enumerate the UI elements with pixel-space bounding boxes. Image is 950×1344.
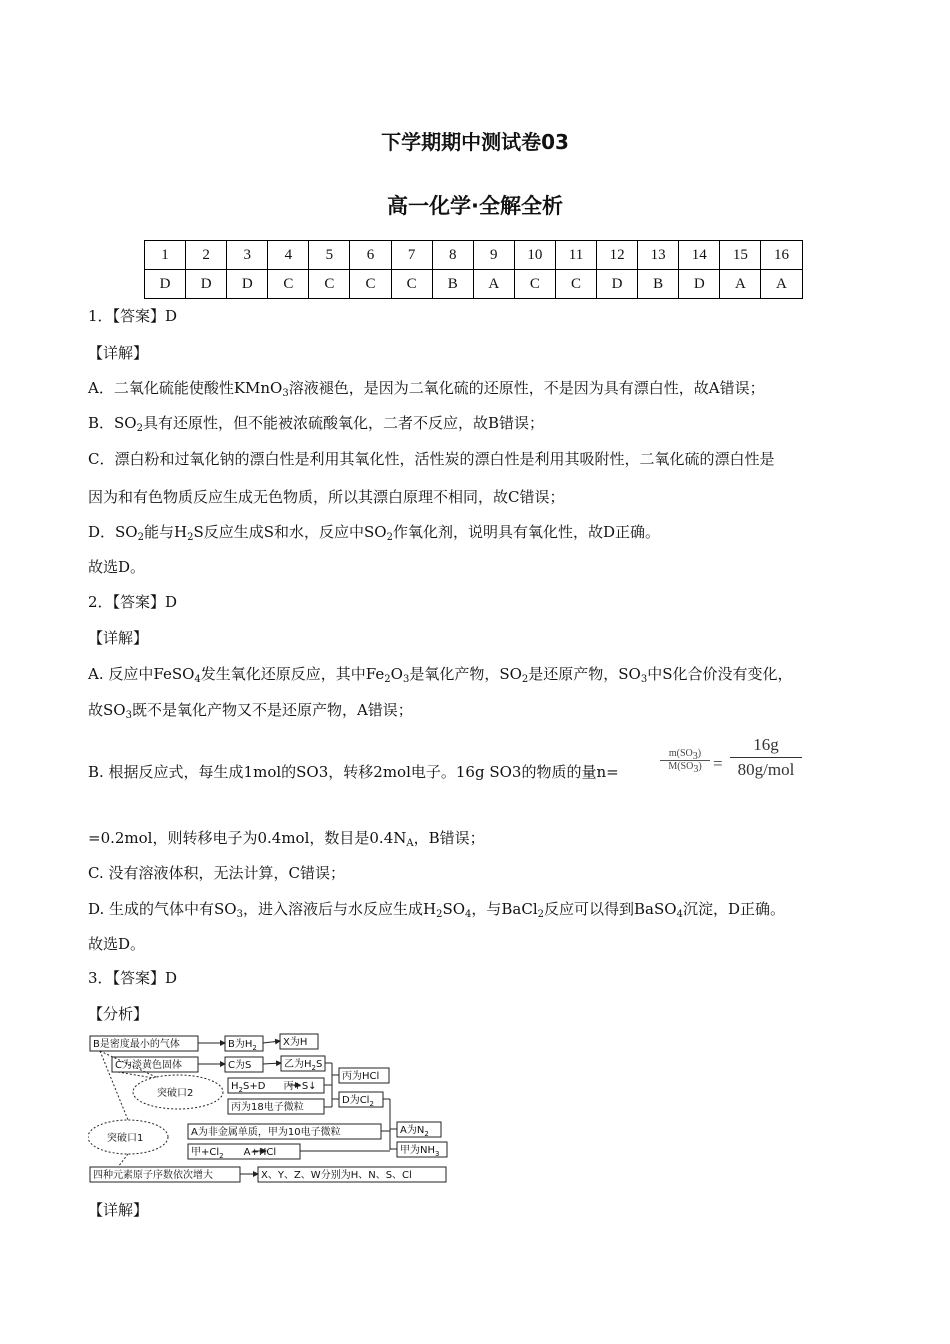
subscript: 3 xyxy=(402,674,410,685)
q3-detail-heading: 【详解】 xyxy=(88,1201,149,1219)
answer-cell: D xyxy=(597,270,638,299)
question-number-cell: 9 xyxy=(473,241,514,270)
subscript: 2 xyxy=(521,674,529,685)
answer-table-answer-row xyxy=(145,270,803,299)
q2-option-a-line1: A. 反应中FeSO$_4$发生氧化还原反应，其中$Fe_2O_3$是氧化产物，$SO_2$是还原产物，$SO_3$中S化合价没有变化， xyxy=(88,665,793,685)
q2-option-c: C. 没有溶液体积，无法计算，C错误； xyxy=(88,864,345,882)
answer-cell: A xyxy=(720,270,761,299)
diagram-label: 丙为18电子微粒 xyxy=(231,1102,304,1113)
answer-cell: C xyxy=(309,270,350,299)
q1-option-c-line1: C．漂白粉和过氧化钠的漂白性是利用其氧化性，活性炭的漂白性是利用其吸附性，二氧化硫的漂白性是 xyxy=(88,450,775,468)
page-title: 下学期期中测试卷03 xyxy=(381,130,569,154)
q2-answer: 2．【答案】D xyxy=(88,593,178,611)
q1-conclusion: 故选D。 xyxy=(88,558,146,576)
question-number-cell: 7 xyxy=(391,241,432,270)
answer-cell: C xyxy=(514,270,555,299)
answer-cell: D xyxy=(145,270,186,299)
diagram-label: 甲为$NH_3$ xyxy=(400,1145,440,1158)
subscript: 2 xyxy=(386,532,393,543)
diagram-label: 突破口2 xyxy=(157,1088,194,1099)
q1-option-c-line2: 因为和有色物质反应生成无色物质，所以其漂白原理不相同，故C错误； xyxy=(88,488,565,506)
diagram-label: C为淡黄色固体 xyxy=(115,1060,182,1071)
diagram-label: B是密度最小的气体 xyxy=(93,1039,180,1050)
answer-cell: C xyxy=(350,270,391,299)
diagram-label: B为$H_2$ xyxy=(228,1039,257,1052)
diagram-label: D为$Cl_2$ xyxy=(342,1095,374,1108)
subscript: 3 xyxy=(693,764,699,775)
question-number-cell: 14 xyxy=(679,241,720,270)
question-number-cell: 8 xyxy=(432,241,473,270)
question-number-cell: 3 xyxy=(227,241,268,270)
subscript: 2 xyxy=(137,532,144,543)
subscript: 2 xyxy=(187,532,194,543)
q1-option-a: A．二氧化硫能使酸性KMnO$_3$溶液褪色，是因为二氧化硫的还原性，不是因为具有漂白性，故A错误； xyxy=(88,379,765,399)
subscript: 2 xyxy=(436,909,443,920)
inference-diagram xyxy=(88,1032,450,1188)
answer-cell: C xyxy=(391,270,432,299)
subscript: 3 xyxy=(236,909,243,920)
q2-option-b-line2: =0.2mol，则转移电子为0.4mol，数目是$0.4N_A$，B错误； xyxy=(88,829,485,849)
answer-cell: D xyxy=(679,270,720,299)
question-number-cell: 4 xyxy=(268,241,309,270)
q2-option-a-line2: 故$SO_3$既不是氧化产物又不是还原产物，A错误； xyxy=(88,701,413,721)
diagram-label: C为S xyxy=(228,1060,252,1071)
question-number-cell: 2 xyxy=(186,241,227,270)
q1-option-d: D．$SO_2$能与$H_2S$反应生成S和水，反应中$SO_2$作氧化剂，说明具有氧化性，故D正确。 xyxy=(88,523,660,543)
q2-option-b-line1: B. 根据反应式，每生成1mol的SO3，转移2mol电子。16g SO3的物质的量n= xyxy=(88,763,619,781)
answer-cell: D xyxy=(227,270,268,299)
subscript: 2 xyxy=(384,674,391,685)
diagram-label: X为H xyxy=(283,1037,308,1048)
q3-analysis-heading: 【分析】 xyxy=(88,1005,149,1023)
answer-cell: A xyxy=(473,270,514,299)
question-number-cell: 15 xyxy=(720,241,761,270)
small-fraction: $\frac{m(SO_3)}{M(SO_3)}$ xyxy=(660,748,710,772)
subscript: 3 xyxy=(692,751,698,762)
q2-option-d: D. 生成的气体中有$SO_3$，进入溶液后与水反应生成$H_2SO_4$，与BaCl$_2$反应可以得到BaSO$_4$沉淀，D正确。 xyxy=(88,900,785,920)
subscript: 3 xyxy=(640,674,648,685)
subscript: 2 xyxy=(537,909,545,920)
diagram-label: X、Y、Z、W分别为H、N、S、Cl xyxy=(261,1170,412,1181)
question-number-cell: 13 xyxy=(638,241,679,270)
answer-cell: C xyxy=(268,270,309,299)
page-subtitle: 高一化学·全解全析 xyxy=(387,194,563,218)
diagram-label: 四种元素原子序数依次增大 xyxy=(93,1170,213,1181)
subscript: 3 xyxy=(282,388,289,399)
q2-detail-heading: 【详解】 xyxy=(88,629,149,647)
question-number-cell: 16 xyxy=(761,241,802,270)
diagram-label: 乙为$H_2S$ xyxy=(284,1059,323,1072)
answer-cell: A xyxy=(761,270,802,299)
question-number-cell: 12 xyxy=(597,241,638,270)
answer-cell: B xyxy=(638,270,679,299)
question-number-cell: 6 xyxy=(350,241,391,270)
inference-diagram-svg xyxy=(88,1032,450,1184)
q3-answer: 3．【答案】D xyxy=(88,969,178,987)
question-number-cell: 1 xyxy=(145,241,186,270)
diagram-label: 丙为HCl xyxy=(342,1071,380,1082)
equals-sign: = xyxy=(713,754,723,773)
diagram-label: A为$N_2$ xyxy=(400,1125,429,1138)
question-number-cell: 10 xyxy=(514,241,555,270)
answer-table-number-row xyxy=(145,241,803,270)
diagram-label: $H_2S+D$ 丙+S↓ xyxy=(231,1081,317,1094)
question-number-cell: 5 xyxy=(309,241,350,270)
diagram-label: 甲$+Cl_2$ A+HCl xyxy=(191,1147,277,1160)
answer-cell: C xyxy=(555,270,596,299)
subscript: 3 xyxy=(125,710,132,721)
diagram-label: A为非金属单质，甲为10电子微粒 xyxy=(191,1127,341,1138)
answer-cell: B xyxy=(432,270,473,299)
q2-conclusion: 故选D。 xyxy=(88,935,146,953)
q1-detail-heading: 【详解】 xyxy=(88,344,149,362)
answer-cell: D xyxy=(186,270,227,299)
main-fraction: 16g 80g/mol xyxy=(730,735,802,780)
q1-option-b: B．$SO_2$具有还原性，但不能被浓硫酸氧化，二者不反应，故B错误； xyxy=(88,414,545,434)
answer-table xyxy=(144,240,803,299)
diagram-label: 突破口1 xyxy=(107,1133,144,1144)
subscript: 2 xyxy=(136,423,143,434)
question-number-cell: 11 xyxy=(555,241,596,270)
q1-answer: 1．【答案】D xyxy=(88,307,178,325)
